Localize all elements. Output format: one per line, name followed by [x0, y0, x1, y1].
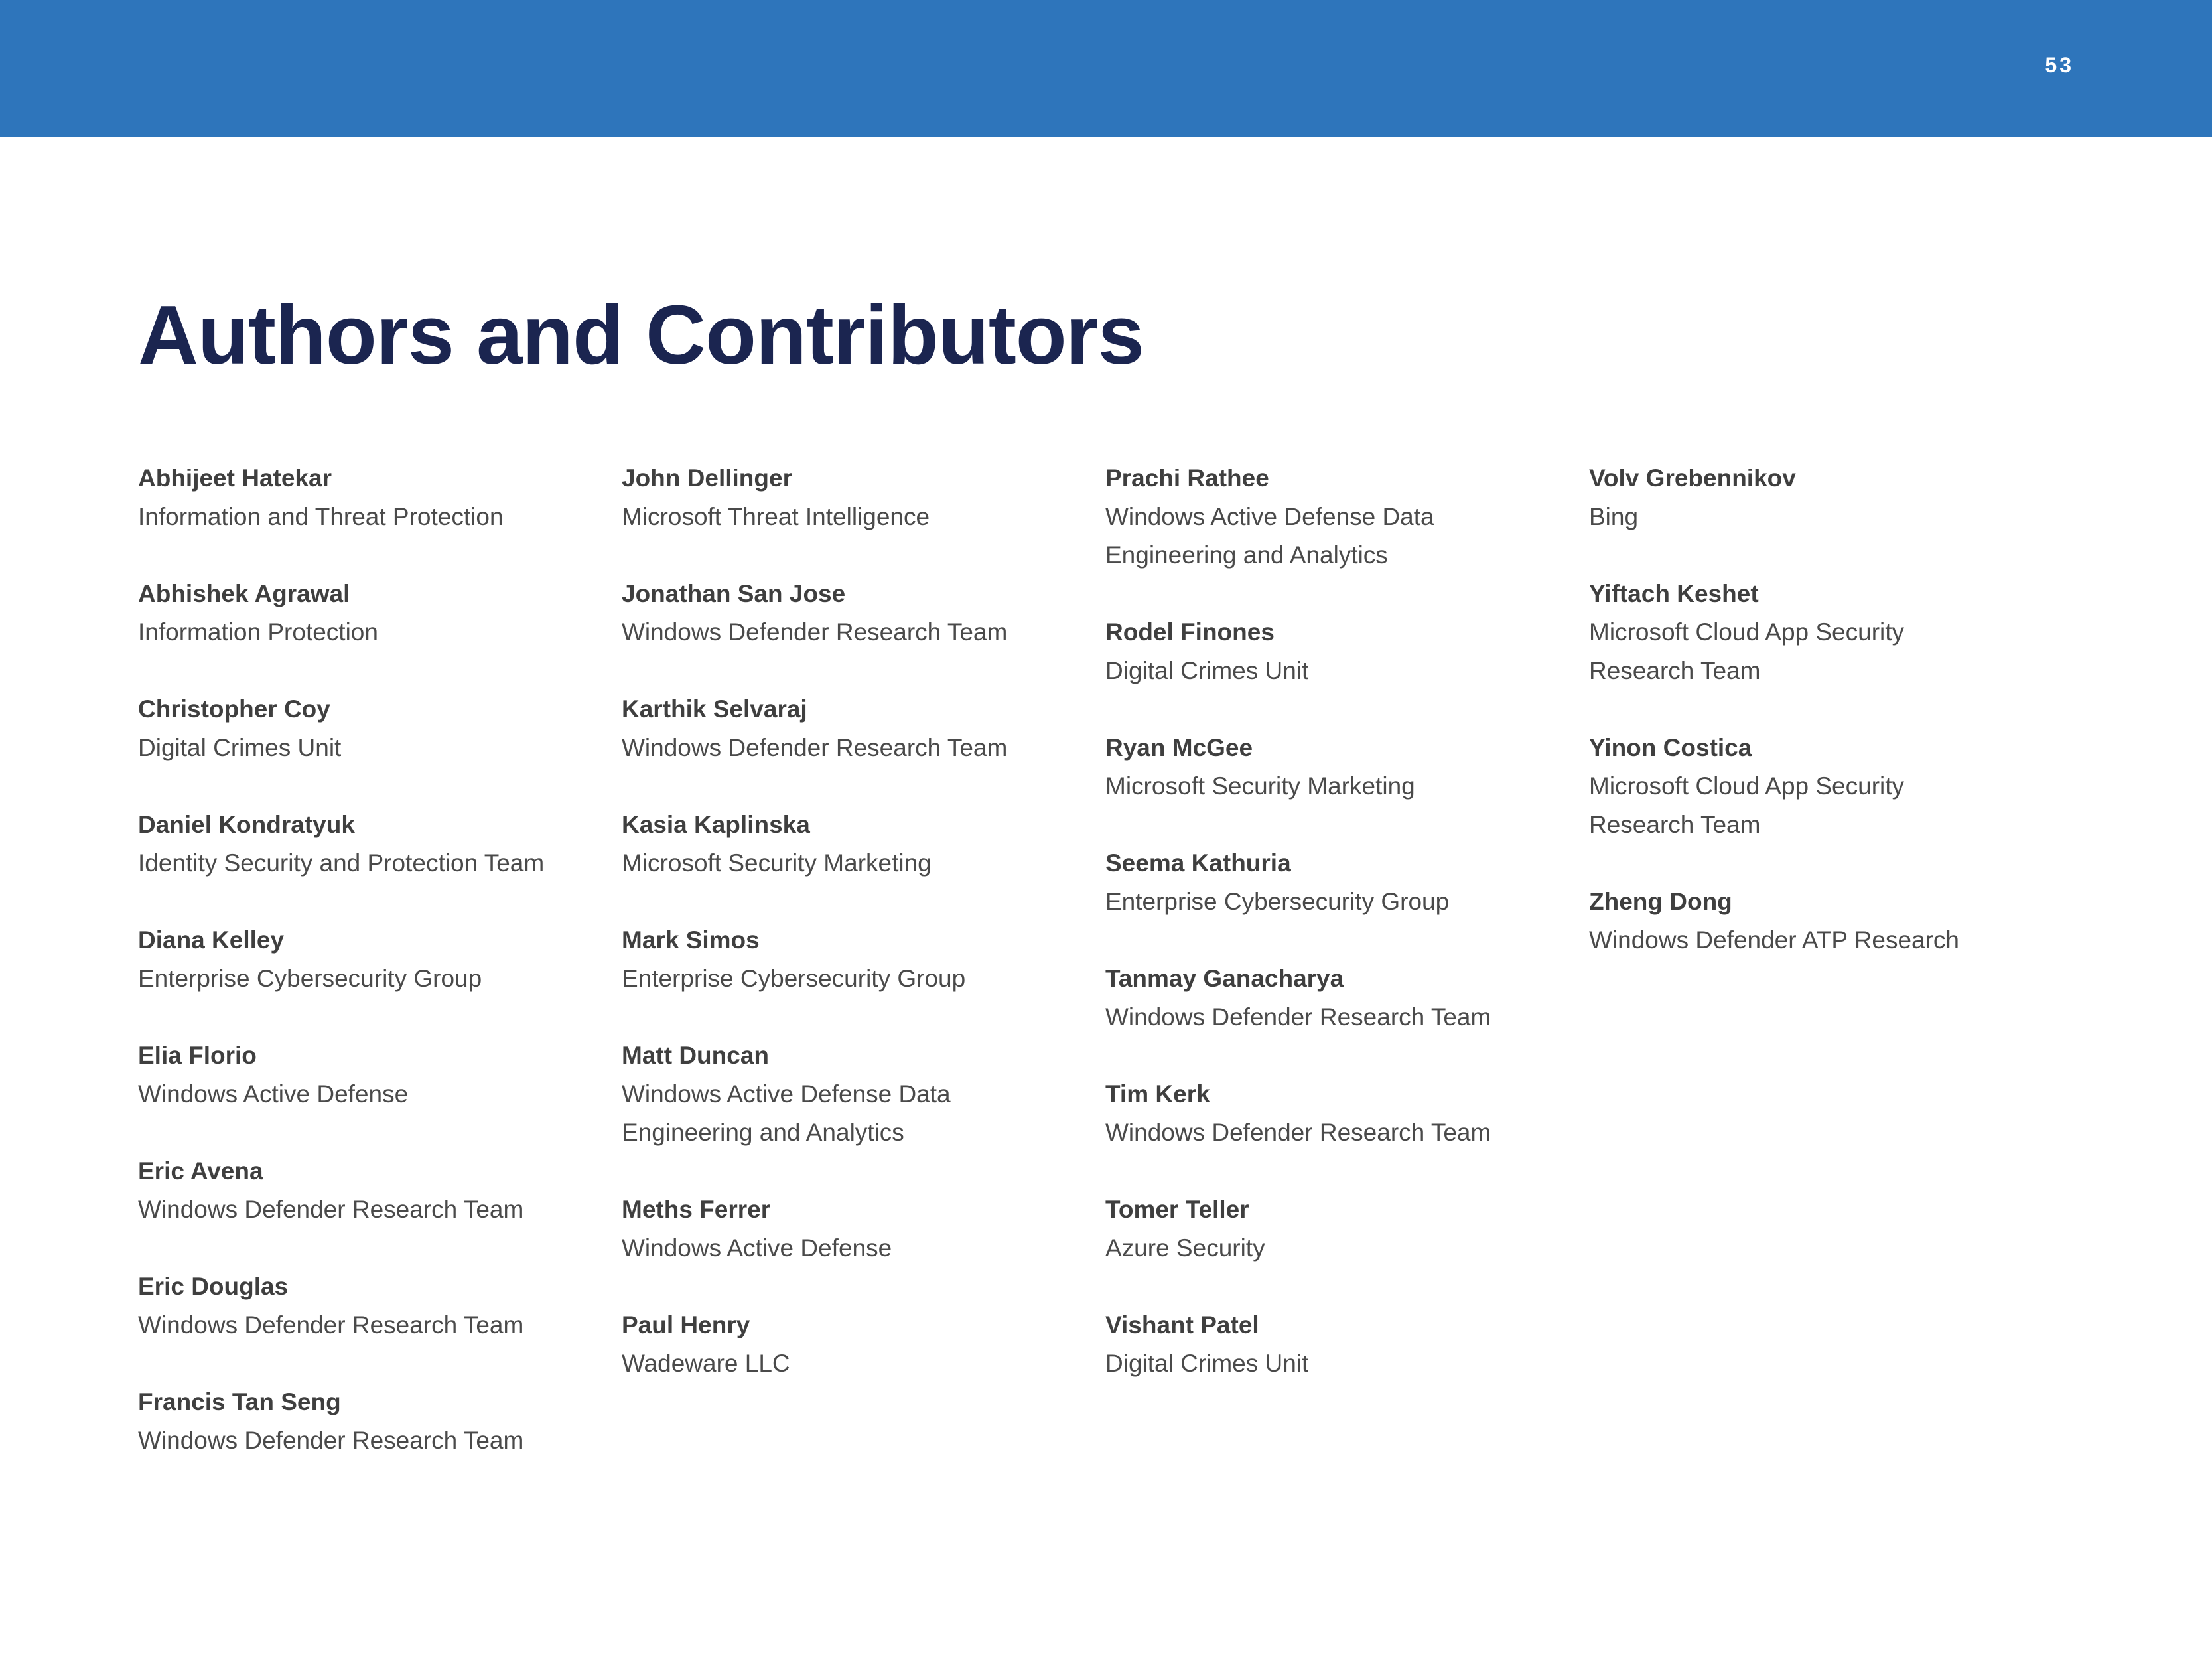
contributor-team-line: Engineering and Analytics [1105, 541, 1388, 569]
contributor-entry [1589, 575, 2053, 690]
contributor-name: Rodel Finones [1105, 618, 1275, 646]
contributor-team: Bing [1589, 503, 1639, 530]
contributor-entry [1105, 459, 1570, 575]
contributor-entry [622, 1190, 1086, 1267]
contributor-name: Prachi Rathee [1105, 465, 1269, 492]
contributor-name: Tanmay Ganacharya [1105, 965, 1344, 992]
contributor-team: Wadeware LLC [622, 1350, 790, 1377]
contributor-entry [1105, 1190, 1570, 1267]
contributor-entry [1105, 960, 1570, 1037]
contributor-team: Microsoft Security Marketing [1105, 772, 1415, 800]
contributor-name: Meths Ferrer [622, 1196, 771, 1223]
contributor-entry [1589, 883, 2053, 960]
contributor-entry [138, 921, 602, 998]
contributor-entry [622, 1306, 1086, 1383]
contributor-name: Daniel Kondratyuk [138, 811, 355, 838]
contributor-entry [1105, 729, 1570, 806]
contributor-entry [622, 806, 1086, 883]
contributor-name: Tim Kerk [1105, 1080, 1210, 1108]
contributor-entry [138, 1037, 602, 1114]
contributor-team: Windows Defender Research Team [138, 1311, 524, 1338]
contributor-name: Francis Tan Seng [138, 1388, 341, 1415]
contributors-column-2 [622, 459, 1086, 1421]
contributor-name: Abhishek Agrawal [138, 580, 350, 607]
contributor-team: Windows Active Defense [622, 1234, 892, 1262]
contributor-name: Abhijeet Hatekar [138, 465, 332, 492]
contributor-team: Enterprise Cybersecurity Group [1105, 888, 1450, 915]
contributor-name: Kasia Kaplinska [622, 811, 810, 838]
contributor-team: Digital Crimes Unit [1105, 1350, 1309, 1377]
contributor-name: Seema Kathuria [1105, 849, 1291, 877]
contributor-team: Windows Defender Research Team [1105, 1003, 1491, 1031]
contributor-team-line: Research Team [1589, 811, 1761, 838]
contributor-team: Information Protection [138, 618, 378, 646]
contributor-entry [622, 921, 1086, 998]
contributor-name: John Dellinger [622, 465, 792, 492]
page-number: 53 [2045, 53, 2074, 77]
contributor-team-line: Windows Active Defense Data [1105, 503, 1434, 530]
contributor-entry [138, 806, 602, 883]
contributor-team: Enterprise Cybersecurity Group [622, 965, 966, 992]
contributor-name: Elia Florio [138, 1042, 257, 1069]
contributor-name: Eric Douglas [138, 1273, 289, 1300]
contributor-team: Enterprise Cybersecurity Group [138, 965, 482, 992]
contributor-team-line: Microsoft Cloud App Security [1589, 772, 1905, 800]
contributor-team-line: Research Team [1589, 657, 1761, 684]
contributor-entry [622, 690, 1086, 767]
contributor-name: Diana Kelley [138, 926, 285, 954]
contributor-entry [622, 1037, 1086, 1152]
contributor-team: Microsoft Threat Intelligence [622, 503, 930, 530]
contributor-entry [138, 459, 602, 536]
contributor-name: Yiftach Keshet [1589, 580, 1759, 607]
contributors-column-3 [1105, 459, 1570, 1421]
contributor-team: Identity Security and Protection Team [138, 849, 545, 877]
contributor-team: Windows Defender Research Team [622, 618, 1008, 646]
contributor-entry [138, 690, 602, 767]
contributor-name: Ryan McGee [1105, 734, 1253, 761]
contributor-name: Yinon Costica [1589, 734, 1752, 761]
contributor-entry [622, 459, 1086, 536]
contributor-name: Paul Henry [622, 1311, 750, 1338]
contributor-entry [1105, 613, 1570, 690]
contributor-name: Volv Grebennikov [1589, 465, 1796, 492]
contributor-name: Matt Duncan [622, 1042, 769, 1069]
contributor-entry [1589, 729, 2053, 844]
contributor-team-line: Microsoft Cloud App Security [1589, 618, 1905, 646]
contributor-team-line: Engineering and Analytics [622, 1119, 904, 1146]
contributor-entry [138, 1383, 602, 1460]
contributor-team: Azure Security [1105, 1234, 1265, 1262]
contributor-entry [138, 575, 602, 652]
contributor-entry [1105, 844, 1570, 921]
contributor-name: Eric Avena [138, 1157, 263, 1185]
contributor-name: Vishant Patel [1105, 1311, 1259, 1338]
contributors-column-1 [138, 459, 602, 1498]
contributor-entry [1105, 1075, 1570, 1152]
contributor-name: Tomer Teller [1105, 1196, 1249, 1223]
contributor-team: Microsoft Security Marketing [622, 849, 932, 877]
contributor-team: Windows Defender ATP Research [1589, 926, 1959, 954]
contributor-entry [138, 1152, 602, 1229]
contributor-name: Zheng Dong [1589, 888, 1732, 915]
contributors-column-4 [1589, 459, 2053, 998]
contributor-team-line: Windows Active Defense Data [622, 1080, 951, 1108]
contributor-team: Digital Crimes Unit [1105, 657, 1309, 684]
contributor-name: Mark Simos [622, 926, 760, 954]
contributor-team: Windows Defender Research Team [1105, 1119, 1491, 1146]
contributor-name: Karthik Selvaraj [622, 695, 807, 723]
contributor-team: Windows Defender Research Team [138, 1196, 524, 1223]
contributor-team: Information and Threat Protection [138, 503, 504, 530]
contributors-list [138, 459, 2074, 1494]
contributor-name: Christopher Coy [138, 695, 330, 723]
contributor-entry [622, 575, 1086, 652]
contributor-entry [1105, 1306, 1570, 1383]
contributor-team: Windows Defender Research Team [622, 734, 1008, 761]
contributor-team: Windows Active Defense [138, 1080, 409, 1108]
page-title: Authors and Contributors [138, 288, 1144, 382]
header-band [0, 0, 2212, 137]
contributor-entry [1589, 459, 2053, 536]
contributor-team: Digital Crimes Unit [138, 734, 342, 761]
contributor-entry [138, 1267, 602, 1344]
contributor-name: Jonathan San Jose [622, 580, 846, 607]
contributor-team: Windows Defender Research Team [138, 1427, 524, 1454]
